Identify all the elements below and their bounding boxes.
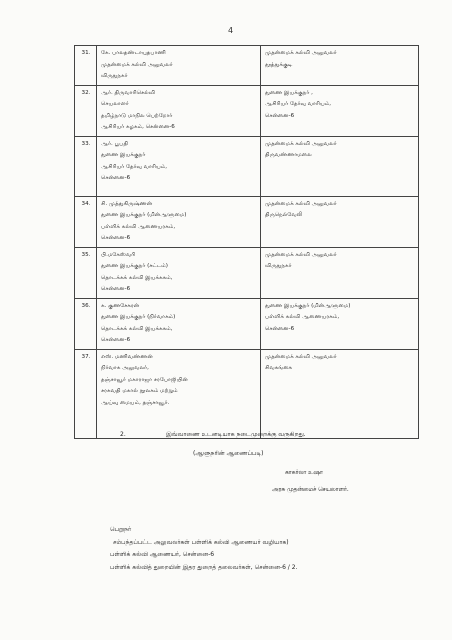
officer-dest-line: முதன்மைக் கல்வி அலுவலர் bbox=[265, 200, 337, 207]
officer-name-line: கே. பாலதண்டாயுதபாணி bbox=[101, 50, 166, 56]
officer-name-line: சென்னை-6 bbox=[101, 175, 131, 181]
officer-name-line: ஆய்வு மையம், தஞ்சாவூர். bbox=[101, 399, 170, 406]
officer-dest-line: திருவண்ணாமலை bbox=[265, 152, 312, 158]
officer-row bbox=[75, 247, 419, 298]
officer-name-line: சென்னை-6 bbox=[101, 286, 131, 292]
officer-new-post bbox=[261, 349, 419, 438]
serial-number: 37. bbox=[75, 349, 97, 438]
officer-dest-line: துணை இயக்குநர் , bbox=[265, 89, 313, 96]
officer-dest-line: விருதுநகர் bbox=[265, 263, 292, 269]
officer-name-line: ஆசிரியர் தேர்வு வாரியம், bbox=[101, 163, 168, 170]
officer-name-line: துணை இயக்குநர் bbox=[101, 152, 146, 158]
paragraph-text: இவ்வாணை உடனடியாக நடைமுறைக்கு வருகிறது. bbox=[166, 431, 306, 438]
officer-name-line: க. குணசேகரன் bbox=[101, 302, 140, 309]
officer-name-line: பள்ளிக் கல்வி ஆணையரகம், bbox=[101, 223, 176, 230]
serial-number: 35. bbox=[75, 247, 97, 298]
officer-name-line: துணை இயக்குநர் (சட்டம்) bbox=[101, 263, 168, 269]
officer-current-post bbox=[97, 46, 261, 86]
officer-name-line: முதன்மைக் கல்வி அலுவலர் bbox=[101, 61, 173, 68]
officer-name-line: துணை இயக்குநர் (நிர்வாகம்) bbox=[101, 314, 176, 320]
serial-number: 32. bbox=[75, 85, 97, 136]
recipient-line: சம்பந்தப்பட்ட அலுவலர்கள் பள்ளிக் கல்வி ஆணையர் வழியாக) bbox=[113, 538, 289, 546]
officer-current-post bbox=[97, 85, 261, 136]
officer-name-line: ஆர். பூபதி bbox=[101, 140, 129, 147]
officer-name-line: நிர்வாக அலுவலர், bbox=[101, 365, 149, 371]
officer-current-post bbox=[97, 196, 261, 247]
serial-number: 34. bbox=[75, 196, 97, 247]
officer-row bbox=[75, 46, 419, 86]
officer-dest-line: துணை இயக்குநர் (மின்ஆளுமை) bbox=[265, 302, 351, 309]
officer-current-post bbox=[97, 136, 261, 196]
officer-current-post bbox=[97, 247, 261, 298]
officer-name-line: சரசுவதி மகால் நூலகம் மற்றும் bbox=[101, 388, 178, 394]
officer-name-line: தமிழ்நாடு மாநில பெற்றோர் bbox=[101, 112, 173, 119]
officer-name-line: பி.மகேஸ்வரி bbox=[101, 251, 136, 258]
recipients-block bbox=[110, 524, 297, 574]
page-number: 4 bbox=[228, 26, 234, 35]
officer-new-post bbox=[261, 136, 419, 196]
officers-table bbox=[74, 45, 419, 439]
officer-name-line: தொடக்கக் கல்வி இயக்ககம், bbox=[101, 325, 173, 332]
officer-name-line: ஆர். திருவாரிசெல்வி bbox=[101, 89, 156, 96]
officer-new-post bbox=[261, 46, 419, 86]
signer-title: அரசு முதன்மைச் செயலாளர். bbox=[272, 487, 349, 493]
serial-number: 31. bbox=[75, 46, 97, 86]
officer-name-line: துணை இயக்குநர் (மின்ஆளுமை) bbox=[101, 212, 187, 218]
officer-current-post bbox=[97, 298, 261, 349]
officer-row bbox=[75, 136, 419, 196]
officer-name-line: விருதுநகர் bbox=[101, 73, 128, 79]
officer-dest-line: பள்ளிக் கல்வி ஆணையரகம், bbox=[265, 314, 340, 320]
officer-dest-line: தூத்துக்குடி bbox=[265, 61, 293, 68]
officer-dest-line: சென்னை-6 bbox=[265, 325, 295, 332]
officer-new-post bbox=[261, 298, 419, 349]
officer-row bbox=[75, 85, 419, 136]
officer-dest-line: முதன்மைக் கல்வி அலுவலர் bbox=[265, 140, 337, 147]
paragraph-number: 2. bbox=[120, 431, 126, 438]
signer-name: காகர்லா உஷா bbox=[285, 470, 323, 476]
serial-number: 36. bbox=[75, 298, 97, 349]
officer-name-line: சி. முத்துகிருஷ்ணன் bbox=[101, 200, 153, 207]
officer-dest-line: சிவகங்கை bbox=[265, 365, 293, 371]
recipient-line: பள்ளிக் கல்வித் துறையின் இதர துறைத் தலைவர்கள், சென்னை-6 / 2. bbox=[110, 563, 298, 571]
officer-dest-line: முதன்மைக் கல்வி அலுவலர் bbox=[265, 251, 337, 258]
officer-current-post bbox=[97, 349, 261, 438]
officer-name-line: ஆசிரியர் கழகம், சென்னை-6 bbox=[101, 124, 175, 130]
recipient-line: பள்ளிக் கல்வி ஆணையர், சென்னை-6 bbox=[110, 551, 215, 558]
officer-dest-line: சென்னை-6 bbox=[265, 112, 295, 119]
officer-dest-line: முதன்மைக் கல்வி அலுவலர் bbox=[265, 50, 337, 56]
officer-name-line: செயலாளர் bbox=[101, 101, 129, 107]
officer-name-line: தொடக்கக் கல்வி இயக்ககம், bbox=[101, 274, 173, 281]
recipients-heading: பெறுநர் bbox=[110, 526, 132, 533]
officer-dest-line: முதன்மைக் கல்வி அலுவலர் bbox=[265, 353, 337, 360]
serial-number: 33. bbox=[75, 136, 97, 196]
officer-name-line: சென்னை-6 bbox=[101, 235, 131, 241]
officer-new-post bbox=[261, 196, 419, 247]
order-line: (ஆளுநரின் ஆணைப்படி) bbox=[193, 450, 264, 457]
officer-name-line: சென்னை-6 bbox=[101, 337, 131, 343]
officer-row bbox=[75, 349, 419, 438]
officer-dest-line: ஆசிரியர் தேர்வு வாரியம், bbox=[265, 101, 332, 107]
officer-row bbox=[75, 196, 419, 247]
officer-new-post bbox=[261, 247, 419, 298]
officer-row bbox=[75, 298, 419, 349]
officer-name-line: தஞ்சாவூர் மகாராஜா சரபோஜியின் bbox=[101, 376, 188, 383]
officer-dest-line: திருநெல்வேலி bbox=[265, 212, 303, 218]
officer-new-post bbox=[261, 85, 419, 136]
officer-name-line: எஸ். மணிவண்ணன் bbox=[101, 353, 153, 360]
